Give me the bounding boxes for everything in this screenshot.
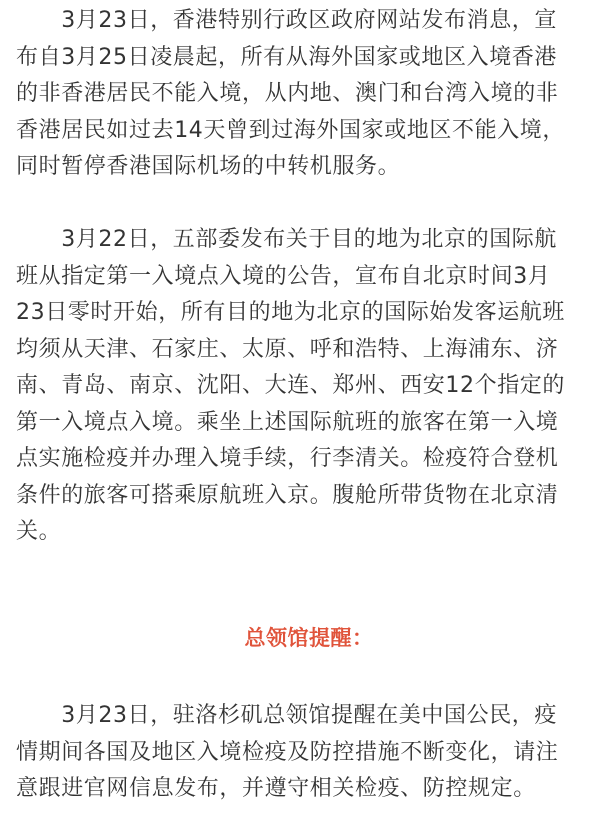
paragraph-beijing-flights (16, 222, 565, 551)
text-line: 3月22日，五部委发布关于目的地为北京的国际航 (16, 227, 557, 252)
text-line: 同时暂停香港国际机场的中转机服务。 (16, 154, 401, 179)
text-line: 布自3月25日凌晨起，所有从海外国家或地区入境香港 (16, 44, 557, 70)
text-line: 点实施检疫并办理入境手续，行李清关。检疫符合登机 (16, 446, 559, 471)
text-line: 3月23日，驻洛杉矶总领馆提醒在美中国公民，疫 (16, 703, 557, 728)
text-line: 23日零时开始，所有目的地为北京的国际始发客运航班 (16, 300, 565, 325)
text-line: 关。 (16, 519, 62, 544)
text-line: 的非香港居民不能入境，从内地、澳门和台湾入境的非 (16, 81, 559, 106)
text-line: 第一入境点入境。乘坐上述国际航班的旅客在第一入境 (16, 409, 559, 435)
text-line: 南、青岛、南京、沈阳、大连、郑州、西安12个指定的 (16, 373, 565, 398)
paragraph-consulate-reminder (16, 698, 558, 808)
text-line: 意跟进官网信息发布，并遵守相关检疫、防控规定。 (16, 776, 536, 801)
text-line: 班从指定第一入境点入境的公告，宣布自北京时间3月 (16, 263, 551, 289)
section-heading: 总领馆提醒： (244, 626, 374, 650)
text-line: 条件的旅客可搭乘原航班入京。腹舱所带货物在北京清 (16, 482, 559, 508)
paragraph-hongkong-entry (16, 3, 565, 186)
text-line: 3月23日，香港特别行政区政府网站发布消息，宣 (16, 8, 557, 33)
text-line: 情期间各国及地区入境检疫及防控措施不断变化，请注 (16, 739, 559, 765)
text-line: 香港居民如过去14天曾到过海外国家或地区不能入境， (16, 117, 565, 143)
text-line: 均须从天津、石家庄、太原、呼和浩特、上海浦东、济 (16, 336, 559, 362)
